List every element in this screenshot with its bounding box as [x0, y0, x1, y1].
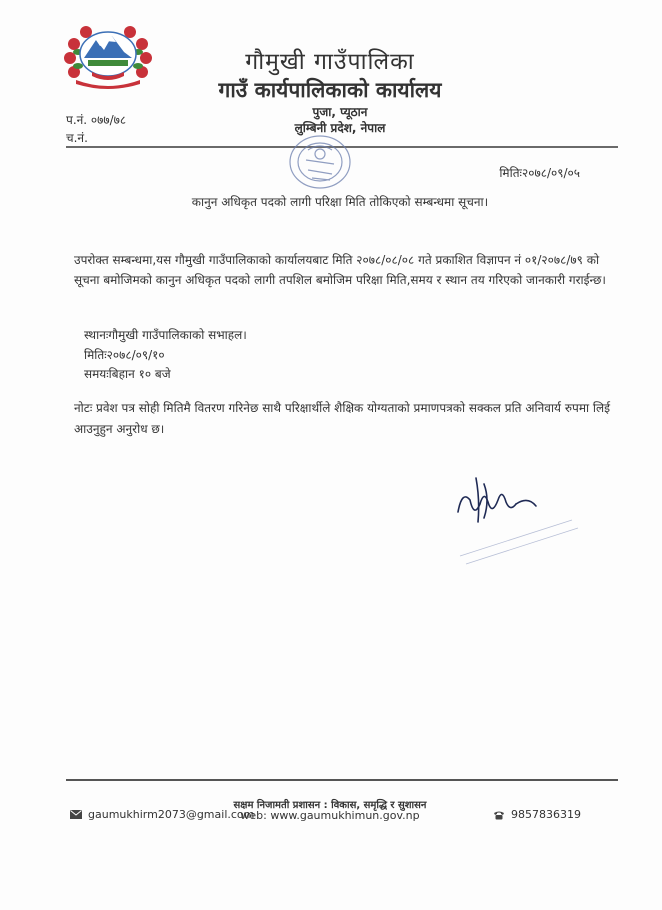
nepal-emblem-icon: [58, 14, 158, 92]
office-stamp: [278, 130, 358, 198]
footer-motto: सक्षम निजामती प्रशासन : विकास, समृद्धि र सुशासन: [233, 800, 427, 811]
email-address[interactable]: gaumukhirm2073@gmail.com: [88, 808, 255, 821]
exam-time: समयःबिहान १० बजे: [84, 367, 171, 381]
signature: [440, 460, 585, 570]
office-subtitle: गाउँ कार्यपालिकाको कार्यालय: [218, 78, 442, 102]
letter-note: नोटः प्रवेश पत्र सोही मितिमै वितरण गरिनेछ साथै परिक्षार्थीले शैक्षिक योग्यताको प्रमाणपत्रको सक्कल प्रति अनिवार्य रुपमा लिई आउनुहुन अनुरोध छ।: [74, 401, 611, 436]
reference-number: प.नं. ०७७/७८: [66, 113, 127, 127]
exam-venue: स्थानःगौमुखी गाउँपालिकाको सभाहल।: [84, 328, 247, 342]
address-line-2: लुम्बिनी प्रदेश, नेपाल: [294, 121, 386, 135]
footer-phone: [493, 808, 581, 821]
phone-number[interactable]: 9857836319: [511, 808, 581, 821]
dispatch-number: च.नं.: [66, 131, 88, 145]
mail-icon: [70, 810, 82, 819]
address-line-1: पुजा, प्यूठान: [312, 105, 368, 119]
footer-divider: [66, 779, 618, 781]
footer-website[interactable]: web: www.gaumukhimun.gov.np: [240, 809, 420, 822]
office-name: गौमुखी गाउँपालिका: [245, 49, 415, 75]
exam-date: मितिः२०७८/०९/१०: [84, 348, 165, 362]
letter-body: उपरोक्त सम्बन्धमा,यस गौमुखी गाउँपालिकाको कार्यालयबाट मिति २०७८/०८/०८ गते प्रकाशित विज्ञापन नं ०१/२०७८/७९ को सूचना बमोजिमको कानुन अधिकृत पदको लागी तपशिल बमोजिम परिक्षा मिति,समय र स्थान तय गरिएको जानकारी गराईन्छ।: [74, 253, 606, 287]
letter-date: मितिः२०७८/०९/०५: [499, 166, 580, 180]
phone-icon: [493, 810, 505, 820]
letter-subject: कानुन अधिकृत पदको लागी परिक्षा मिति तोकिएको सम्बन्धमा सूचना।: [191, 195, 489, 209]
